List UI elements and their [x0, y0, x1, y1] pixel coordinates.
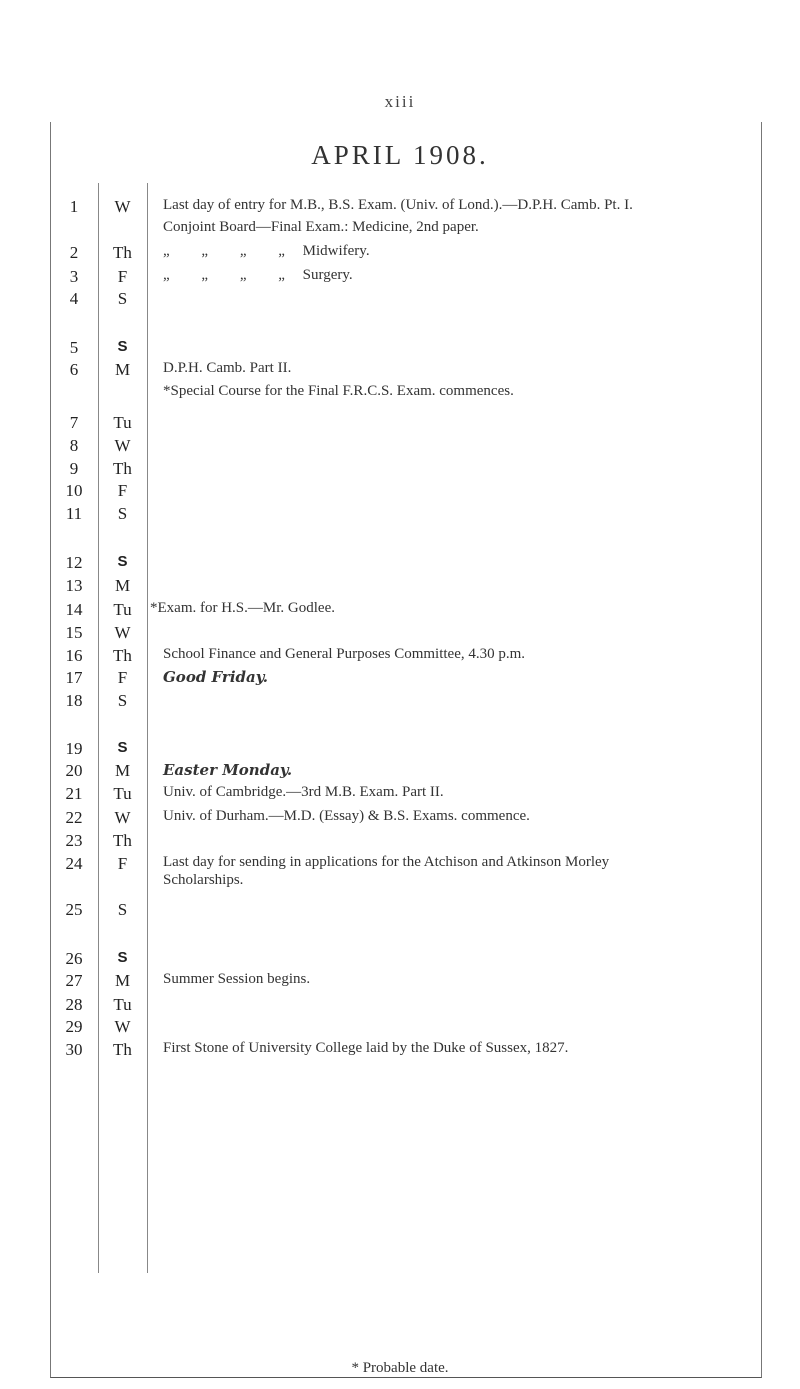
event: First Stone of University College laid by the Duke of Sussex, 1827. — [163, 1040, 569, 1056]
calendar-row — [0, 576, 800, 600]
date: 7 — [69, 413, 79, 432]
calendar-row — [0, 197, 800, 221]
date: 27 — [65, 971, 83, 990]
weekday: Th — [113, 1040, 132, 1059]
calendar-row — [0, 646, 800, 670]
calendar-row — [0, 436, 800, 460]
weekday: S — [117, 289, 128, 308]
weekday: S — [117, 553, 128, 570]
calendar-row — [0, 413, 800, 437]
page-number: xiii — [384, 92, 416, 111]
event-group — [163, 267, 353, 284]
weekday: Tu — [113, 995, 132, 1014]
calendar-row — [0, 481, 800, 505]
weekday: S — [117, 739, 128, 756]
calendar-row — [0, 784, 800, 808]
weekday: S — [117, 691, 128, 710]
event: Summer Session begins. — [163, 971, 311, 987]
event: Scholarships. — [163, 872, 244, 888]
calendar-row — [0, 971, 800, 995]
calendar-row — [0, 900, 800, 924]
calendar-row — [0, 553, 800, 577]
weekday: M — [114, 360, 131, 379]
calendar-row — [0, 1017, 800, 1041]
event: School Finance and General Purposes Committee, 4.30 p.m. — [163, 646, 526, 662]
event: Surgery. — [302, 267, 353, 283]
date: 3 — [69, 267, 79, 286]
date: 22 — [65, 808, 83, 827]
date: 30 — [65, 1040, 83, 1059]
date: 13 — [65, 576, 83, 595]
weekday: W — [114, 1017, 131, 1036]
date: 18 — [65, 691, 83, 710]
weekday: F — [117, 267, 128, 286]
date: 12 — [65, 553, 83, 572]
calendar-row — [0, 504, 800, 528]
weekday: F — [117, 668, 128, 687]
event: Last day of entry for M.B., B.S. Exam. (Univ. of Lond.).—D.P.H. Camb. Pt. I. — [163, 197, 633, 213]
weekday: M — [114, 761, 131, 780]
date: 15 — [65, 623, 83, 642]
date: 17 — [65, 668, 83, 687]
date: 20 — [65, 761, 83, 780]
weekday: S — [117, 949, 128, 966]
date: 6 — [69, 360, 79, 379]
date: 16 — [65, 646, 83, 665]
calendar-row — [0, 691, 800, 715]
date: 29 — [65, 1017, 83, 1036]
date: 23 — [65, 831, 83, 850]
page-title: APRIL 1908. — [311, 140, 489, 170]
event: *Exam. for H.S.—Mr. Godlee. — [150, 600, 335, 616]
weekday: Tu — [113, 413, 132, 432]
date: 8 — [69, 436, 79, 455]
calendar-row — [0, 668, 800, 692]
date: 10 — [65, 481, 83, 500]
date: 9 — [69, 459, 79, 478]
calendar-row — [0, 739, 800, 763]
date: 24 — [65, 854, 83, 873]
event: Univ. of Cambridge.—3rd M.B. Exam. Part II. — [163, 784, 444, 800]
event: *Special Course for the Final F.R.C.S. Exam. commences. — [163, 383, 514, 399]
calendar-row — [0, 267, 800, 291]
ditto-marks: „ „ „ „ — [163, 267, 299, 283]
date: 1 — [69, 197, 79, 216]
calendar-row — [0, 338, 800, 362]
calendar-row — [0, 854, 800, 878]
calendar-row — [0, 949, 800, 973]
weekday: Th — [113, 646, 132, 665]
weekday: S — [117, 338, 128, 355]
calendar-row — [0, 623, 800, 647]
weekday: F — [117, 854, 128, 873]
footnote: * Probable date. — [351, 1360, 449, 1376]
date: 5 — [69, 338, 79, 357]
weekday: W — [114, 436, 131, 455]
calendar-row — [0, 459, 800, 483]
event-group — [163, 243, 370, 260]
weekday: Th — [113, 243, 132, 262]
weekday: Tu — [113, 784, 132, 803]
weekday: M — [114, 971, 131, 990]
calendar-row — [0, 1040, 800, 1064]
weekday: W — [114, 623, 131, 642]
calendar-row — [0, 808, 800, 832]
weekday: Th — [113, 459, 132, 478]
weekday: Th — [113, 831, 132, 850]
date: 28 — [65, 995, 83, 1014]
weekday: W — [114, 197, 131, 216]
date: 21 — [65, 784, 83, 803]
event: D.P.H. Camb. Part II. — [163, 360, 292, 376]
date: 11 — [65, 504, 83, 523]
date: 26 — [65, 949, 83, 968]
event: Good Friday. — [163, 668, 268, 686]
calendar-row — [0, 243, 800, 267]
weekday: F — [117, 481, 128, 500]
event: Easter Monday. — [163, 761, 293, 779]
date: 25 — [65, 900, 83, 919]
weekday: S — [117, 900, 128, 919]
weekday: Tu — [113, 600, 132, 619]
date: 14 — [65, 600, 83, 619]
date: 4 — [69, 289, 79, 308]
event: Midwifery. — [302, 243, 370, 259]
date: 19 — [65, 739, 83, 758]
weekday: M — [114, 576, 131, 595]
date: 2 — [69, 243, 79, 262]
calendar-row — [0, 761, 800, 785]
calendar-row — [0, 831, 800, 855]
calendar-row — [0, 600, 800, 624]
event: Last day for sending in applications for the Atchison and Atkinson Morley — [163, 854, 610, 870]
calendar-row — [0, 289, 800, 313]
calendar-row — [0, 995, 800, 1019]
weekday: W — [114, 808, 131, 827]
event: Conjoint Board—Final Exam.: Medicine, 2nd paper. — [163, 219, 479, 235]
event: Univ. of Durham.—M.D. (Essay) & B.S. Exams. commence. — [163, 808, 530, 824]
calendar-row — [0, 360, 800, 384]
weekday: S — [117, 504, 128, 523]
ditto-marks: „ „ „ „ — [163, 243, 299, 259]
